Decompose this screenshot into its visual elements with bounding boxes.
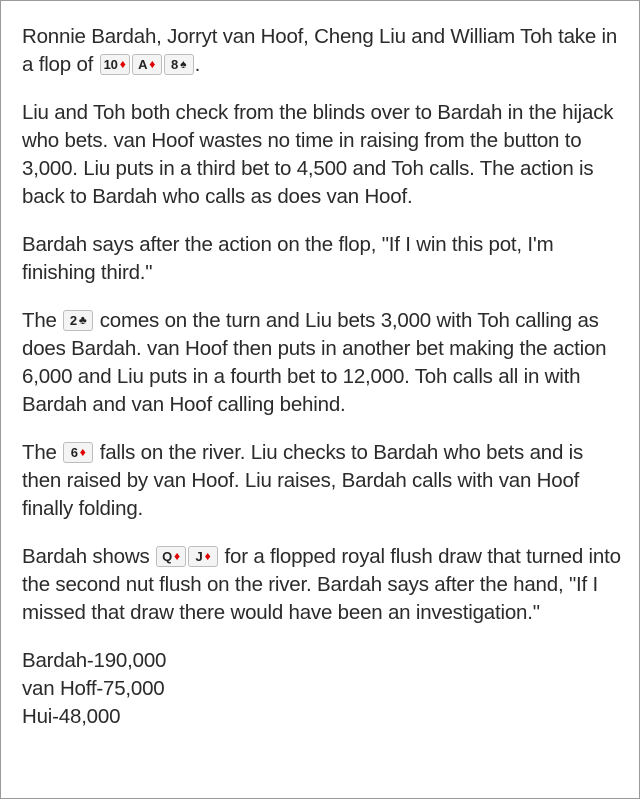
chip-count-line: van Hoff-75,000: [22, 677, 165, 700]
card-suit-icon: ♠: [180, 57, 187, 71]
paragraph-text: for a flopped royal flush draw that turned into the second nut flush on the river. Bardah says after the hand, "If I missed that draw there would have been an investigation.": [22, 545, 621, 624]
chip-counts: [22, 647, 622, 731]
chip-count-line: Hui-48,000: [22, 705, 121, 728]
card-rank: 8: [171, 57, 179, 72]
playing-card-badge: [63, 442, 93, 463]
card-rank: A: [138, 57, 148, 72]
card-rank: 2: [69, 313, 77, 328]
playing-card-badge: [100, 54, 130, 75]
paragraph-text: comes on the turn and Liu bets 3,000 with Toh calling as does Bardah. van Hoof then puts in another bet making the action 6,000 and Liu puts in a fourth bet to 12,000. Toh calls all in with Bardah and van Hoof calling behind.: [22, 309, 607, 416]
paragraph-text: Liu and Toh both check from the blinds over to Bardah in the hijack who bets. van Hoof wastes no time in raising from the button to 3,000. Liu puts in a third bet to 4,500 and Toh calls. The action is back to Bardah who calls as does van Hoof.: [22, 101, 614, 208]
paragraph-text: The: [22, 309, 63, 332]
card-suit-icon: ♦: [204, 549, 211, 563]
paragraph: [22, 439, 622, 523]
playing-card-badge: [164, 54, 194, 75]
article-body: [22, 23, 622, 731]
card-suit-icon: ♦: [174, 549, 180, 563]
paragraph-text: Bardah says after the action on the flop, "If I win this pot, I'm finishing third.": [22, 233, 554, 284]
paragraph-text: .: [194, 53, 201, 76]
paragraph-text: falls on the river. Liu checks to Bardah who bets and is then raised by van Hoof. Liu raises, Bardah calls with van Hoof finally folding.: [22, 441, 584, 520]
chip-count-line: Bardah-190,000: [22, 649, 167, 672]
paragraph: [22, 307, 622, 419]
paragraph-text: Bardah shows: [22, 545, 156, 568]
card-rank: J: [195, 549, 203, 564]
playing-card-badge: [156, 546, 186, 567]
card-suit-icon: ♣: [78, 313, 87, 327]
card-suit-icon: ♦: [79, 445, 86, 459]
paragraph: [22, 99, 622, 211]
paragraph: [22, 231, 622, 287]
card-suit-icon: ♦: [119, 57, 126, 71]
card-rank: Q: [162, 549, 172, 564]
paragraphs: [22, 23, 622, 627]
playing-card-badge: [132, 54, 162, 75]
playing-card-badge: [63, 310, 93, 331]
playing-card-badge: [188, 546, 218, 567]
paragraph-text: Ronnie Bardah, Jorryt van Hoof, Cheng Liu and William Toh take in a flop of: [22, 25, 618, 76]
card-suit-icon: ♦: [149, 57, 156, 71]
paragraph: [22, 543, 622, 627]
paragraph: [22, 23, 622, 79]
card-rank: 10: [103, 57, 118, 72]
card-rank: 6: [70, 445, 78, 460]
paragraph-text: The: [22, 441, 63, 464]
